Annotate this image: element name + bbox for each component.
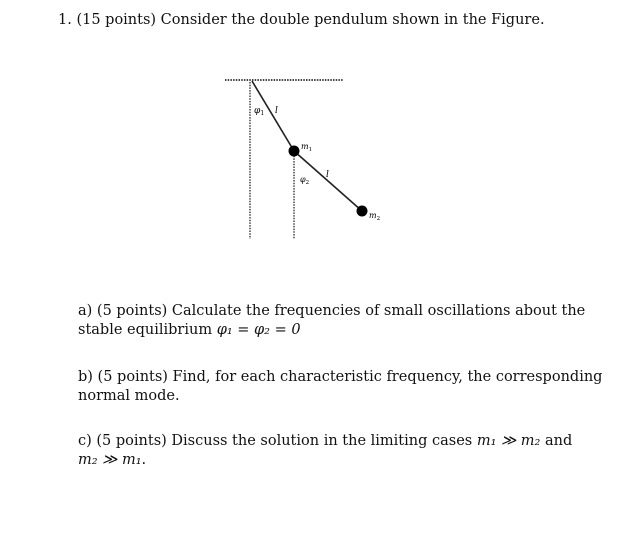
- phi2-label: [300, 175, 309, 186]
- part-c-line-2-end: .: [141, 452, 147, 468]
- upper-length-label: l: [275, 106, 278, 116]
- m2-subscript: 2: [376, 216, 381, 222]
- part-b-line-1: b) (5 points) Find, for each characteristic frequency, the corresponding: [78, 369, 603, 385]
- m2-symbol: m: [369, 211, 377, 220]
- part-b-line-2: normal mode.: [78, 388, 180, 404]
- part-a-line-1: a) (5 points) Calculate the frequencies of small oscillations about the: [78, 303, 586, 319]
- part-c-line-1: [78, 432, 573, 451]
- part-c: [78, 432, 573, 470]
- m1-subscript: 1: [308, 147, 313, 153]
- part-a-equilibrium-condition: φ₁ = φ₂ = 0: [216, 322, 301, 338]
- mass-2-bob: [357, 206, 368, 217]
- phi1-subscript: 1: [260, 110, 265, 117]
- problem-heading: 1. (15 points) Consider the double pendulum shown in the Figure.: [58, 12, 545, 28]
- part-c-line-2: [78, 451, 568, 470]
- phi2-symbol: φ: [300, 175, 306, 184]
- phi1-label: [254, 106, 264, 117]
- part-a: [78, 302, 586, 340]
- part-c-line-1-text: c) (5 points) Discuss the solution in the limiting cases: [78, 433, 477, 449]
- part-c-line-1-end: and: [540, 433, 573, 449]
- part-b: [78, 368, 603, 406]
- upper-rod: [252, 81, 294, 151]
- mass-1-bob: [289, 146, 300, 157]
- m1-label: [301, 142, 312, 153]
- m2-label: [369, 211, 380, 222]
- part-c-case-2: m₂ ≫ m₁: [78, 452, 142, 468]
- m1-symbol: m: [301, 142, 309, 151]
- part-a-line-2: [78, 321, 568, 340]
- phi2-subscript: 2: [305, 180, 310, 186]
- phi1-symbol: φ: [254, 106, 261, 116]
- part-c-case-1: m₁ ≫ m₂: [476, 433, 541, 449]
- lower-length-label: l: [326, 170, 329, 180]
- part-a-line-2-text: stable equilibrium: [78, 322, 217, 338]
